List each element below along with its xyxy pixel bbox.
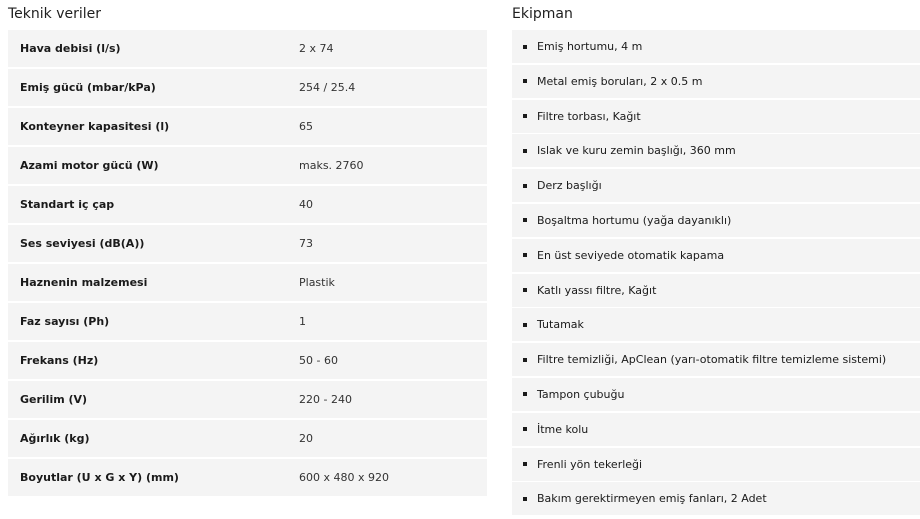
bullet-icon — [523, 184, 527, 188]
equipment-item-label: Katlı yassı filtre, Kağıt — [537, 283, 657, 297]
spec-label: Frekans (Hz) — [20, 354, 99, 367]
bullet-icon — [523, 79, 527, 83]
bullet-icon — [523, 114, 527, 118]
table-row — [8, 459, 487, 496]
equipment-item-label: En üst seviyede otomatik kapama — [537, 248, 725, 262]
spec-value: 50 - 60 — [299, 354, 338, 367]
list-item — [512, 134, 920, 167]
table-row — [8, 147, 487, 184]
table-row — [8, 264, 487, 301]
spec-label: Emiş gücü (mbar/kPa) — [20, 81, 156, 94]
equipment-item-label: Tutamak — [537, 318, 584, 332]
list-item — [512, 65, 920, 98]
list-item — [512, 308, 920, 341]
spec-label: Faz sayısı (Ph) — [20, 315, 110, 328]
bullet-icon — [523, 149, 527, 153]
spec-label: Konteyner kapasitesi (l) — [20, 120, 170, 133]
spec-value: maks. 2760 — [299, 159, 364, 172]
table-row — [8, 225, 487, 262]
bullet-icon — [523, 323, 527, 327]
spec-value: 73 — [299, 237, 313, 250]
bullet-icon — [523, 45, 527, 49]
list-item — [512, 169, 920, 202]
equipment-item-label: İtme kolu — [537, 422, 589, 436]
bullet-icon — [523, 358, 527, 362]
equipment-item-label: Filtre temizliği, ApClean (yarı-otomatik filtre temizleme sistemi) — [537, 353, 887, 367]
spec-value: 65 — [299, 120, 313, 133]
list-item — [512, 413, 920, 446]
spec-value: 254 / 25.4 — [299, 81, 356, 94]
equipment-item-label: Bakım gerektirmeyen emiş fanları, 2 Adet — [537, 492, 767, 506]
equipment-list — [512, 30, 920, 517]
spec-label: Haznenin malzemesi — [20, 276, 148, 289]
table-row — [8, 303, 487, 340]
spec-label: Boyutlar (U x G x Y) (mm) — [20, 471, 179, 484]
spec-value: 220 - 240 — [299, 393, 352, 406]
spec-label: Hava debisi (l/s) — [20, 42, 121, 55]
equipment-item-label: Frenli yön tekerleği — [537, 457, 643, 471]
equipment-item-label: Islak ve kuru zemin başlığı, 360 mm — [537, 144, 736, 158]
list-item — [512, 239, 920, 272]
bullet-icon — [523, 427, 527, 431]
equipment-title: Ekipman — [512, 6, 573, 22]
equipment-item-label: Metal emiş boruları, 2 x 0.5 m — [537, 74, 703, 88]
equipment-item-label: Tampon çubuğu — [537, 387, 625, 401]
table-row — [8, 69, 487, 106]
list-item — [512, 204, 920, 237]
table-row — [8, 186, 487, 223]
list-item — [512, 274, 920, 307]
list-item — [512, 100, 920, 133]
bullet-icon — [523, 497, 527, 501]
spec-label: Gerilim (V) — [20, 393, 88, 406]
equipment-item-label: Filtre torbası, Kağıt — [537, 109, 641, 123]
bullet-icon — [523, 392, 527, 396]
list-item — [512, 343, 920, 376]
spec-value: 20 — [299, 432, 313, 445]
spec-value: Plastik — [299, 276, 335, 289]
list-item — [512, 378, 920, 411]
table-row — [8, 381, 487, 418]
bullet-icon — [523, 288, 527, 292]
technical-data-table — [8, 30, 487, 498]
spec-label: Ağırlık (kg) — [20, 432, 90, 445]
table-row — [8, 30, 487, 67]
technical-data-title: Teknik veriler — [8, 6, 102, 22]
spec-value: 1 — [299, 315, 306, 328]
bullet-icon — [523, 253, 527, 257]
list-item — [512, 482, 920, 515]
spec-label: Ses seviyesi (dB(A)) — [20, 237, 145, 250]
spec-value: 2 x 74 — [299, 42, 334, 55]
table-row — [8, 342, 487, 379]
bullet-icon — [523, 462, 527, 466]
list-item — [512, 448, 920, 481]
list-item — [512, 30, 920, 63]
equipment-item-label: Emiş hortumu, 4 m — [537, 40, 643, 53]
spec-label: Azami motor gücü (W) — [20, 159, 159, 172]
spec-label: Standart iç çap — [20, 198, 115, 211]
equipment-item-label: Boşaltma hortumu (yağa dayanıklı) — [537, 213, 732, 227]
spec-value: 40 — [299, 198, 313, 211]
spec-value: 600 x 480 x 920 — [299, 471, 389, 484]
table-row — [8, 420, 487, 457]
bullet-icon — [523, 218, 527, 222]
table-row — [8, 108, 487, 145]
equipment-item-label: Derz başlığı — [537, 179, 602, 193]
